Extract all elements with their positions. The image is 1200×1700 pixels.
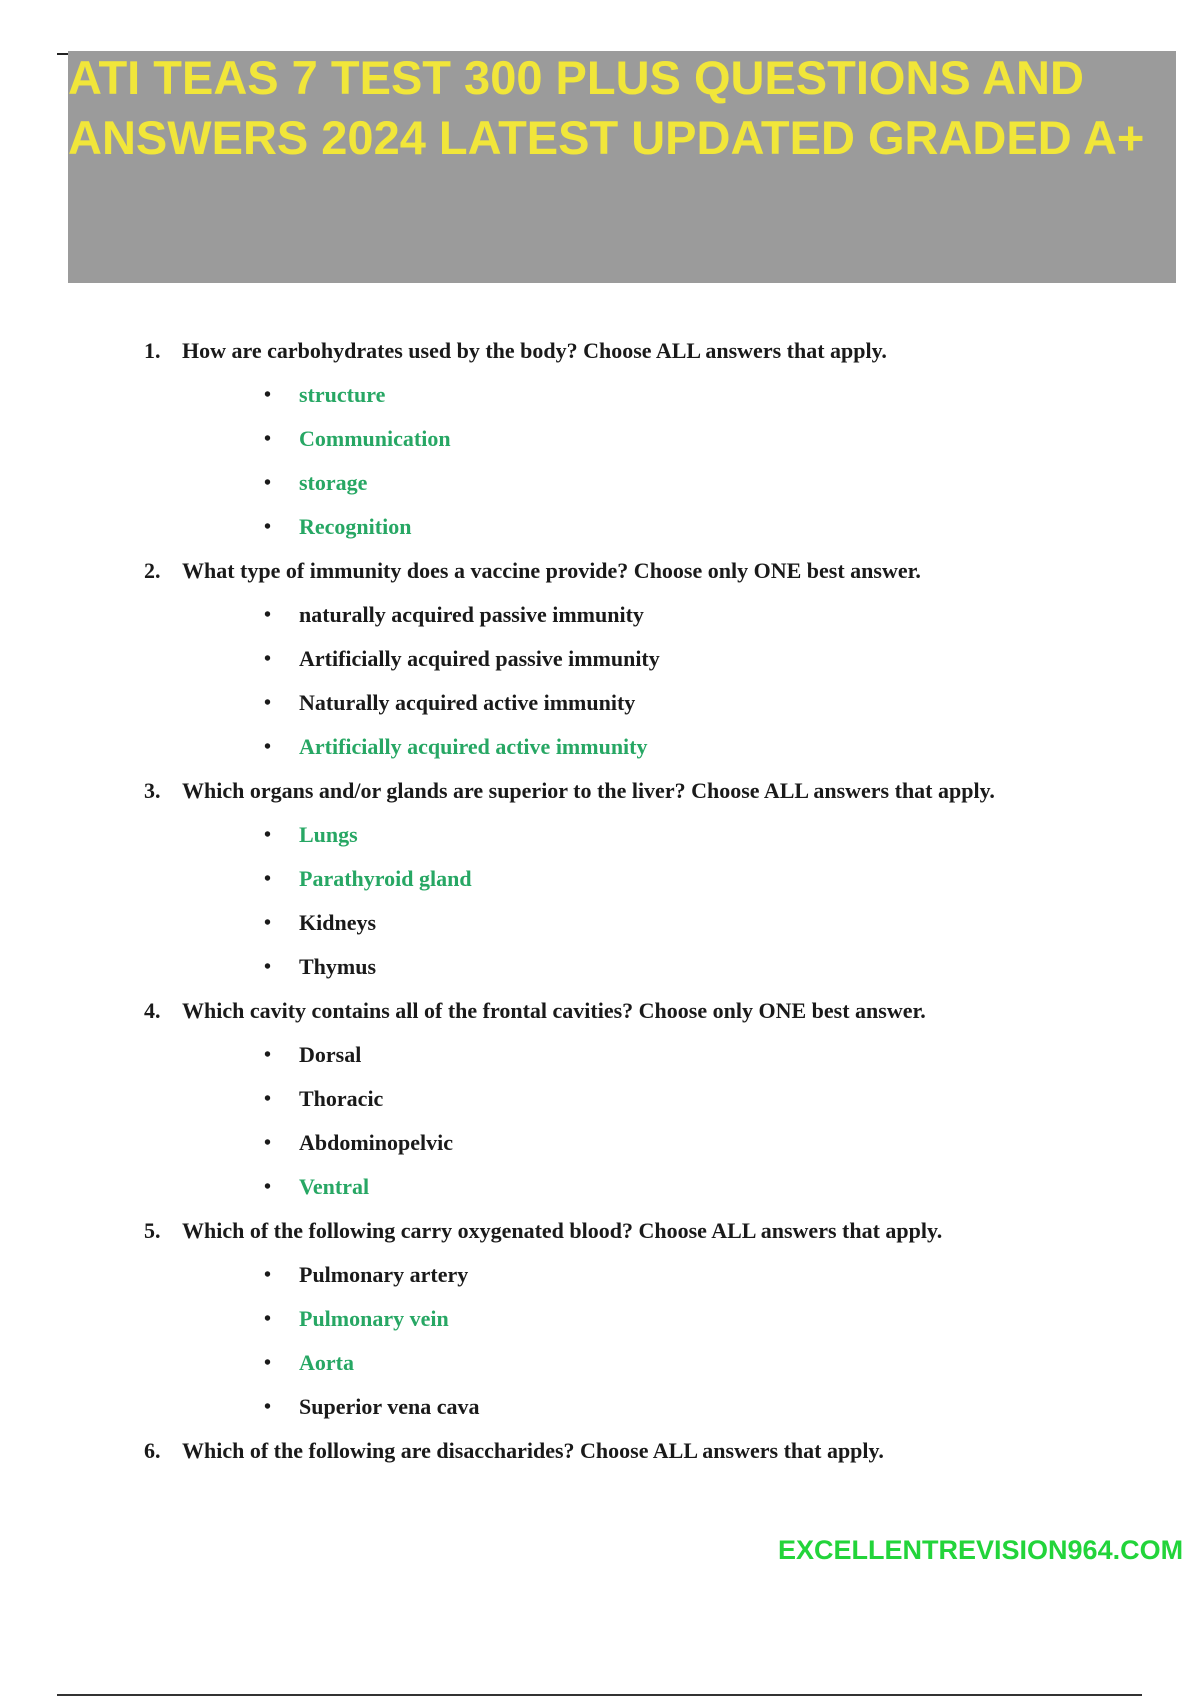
question-item (0, 773, 1200, 993)
question-text: What type of immunity does a vaccine provide? Choose only ONE best answer. (182, 558, 921, 583)
question-item (0, 993, 1200, 1213)
question-item (0, 333, 1200, 553)
answer-text: Communication (299, 426, 451, 451)
question-line (0, 1213, 1200, 1257)
answer-option (0, 1389, 1200, 1433)
question-line (0, 1433, 1200, 1477)
bullet-icon: • (264, 956, 272, 978)
answer-option-correct (0, 817, 1200, 861)
answer-text: storage (299, 470, 368, 495)
answer-options (0, 377, 1200, 553)
answer-options (0, 817, 1200, 993)
answer-options (0, 1257, 1200, 1433)
answer-option-correct (0, 421, 1200, 465)
question-line (0, 773, 1200, 817)
answer-option (0, 1257, 1200, 1301)
bullet-icon: • (264, 1176, 272, 1198)
answer-text: Abdominopelvic (299, 1130, 454, 1155)
answer-option-correct (0, 729, 1200, 773)
document-title-line-2: ANSWERS 2024 LATEST UPDATED GRADED A+ (68, 111, 1145, 164)
question-number: 1. (144, 338, 161, 363)
bullet-icon: • (264, 1088, 272, 1110)
answer-text: Parathyroid gland (299, 866, 472, 891)
question-text: Which organs and/or glands are superior to the liver? Choose ALL answers that apply. (182, 778, 995, 803)
question-line (0, 553, 1200, 597)
answer-text: Ventral (299, 1174, 370, 1199)
answer-text: Aorta (299, 1350, 354, 1375)
answer-text: Pulmonary vein (299, 1306, 449, 1331)
question-number: 6. (144, 1438, 161, 1463)
answer-option (0, 597, 1200, 641)
question-line (0, 333, 1200, 377)
bullet-icon: • (264, 384, 272, 406)
answer-option (0, 1081, 1200, 1125)
bullet-icon: • (264, 428, 272, 450)
question-number: 4. (144, 998, 161, 1023)
answer-option (0, 641, 1200, 685)
answer-option (0, 949, 1200, 993)
bullet-icon: • (264, 1264, 272, 1286)
answer-text: Recognition (299, 514, 412, 539)
answer-text: Lungs (299, 822, 358, 847)
footer-divider (57, 1694, 1142, 1696)
answer-option (0, 1125, 1200, 1169)
answer-text: structure (299, 382, 386, 407)
question-text: How are carbohydrates used by the body? Choose ALL answers that apply. (182, 338, 887, 363)
answer-text: Superior vena cava (299, 1394, 480, 1419)
question-item (0, 1433, 1200, 1477)
answer-options (0, 1037, 1200, 1213)
bullet-icon: • (264, 648, 272, 670)
answer-text: Naturally acquired active immunity (299, 690, 636, 715)
question-text: Which of the following carry oxygenated blood? Choose ALL answers that apply. (182, 1218, 943, 1243)
answer-option-correct (0, 509, 1200, 553)
answer-text: Artificially acquired active immunity (299, 734, 648, 759)
document-title-line-1: ATI TEAS 7 TEST 300 PLUS QUESTIONS AND (68, 51, 1084, 104)
bullet-icon: • (264, 824, 272, 846)
watermark-site: EXCELLENTREVISION964.COM (778, 1535, 1184, 1565)
bullet-icon: • (264, 516, 272, 538)
answer-option-correct (0, 1345, 1200, 1389)
answer-option-correct (0, 465, 1200, 509)
answer-text: Thymus (299, 954, 377, 979)
answer-option (0, 685, 1200, 729)
document-title (68, 48, 1200, 168)
bullet-icon: • (264, 604, 272, 626)
question-item (0, 553, 1200, 773)
answer-option-correct (0, 861, 1200, 905)
bullet-icon: • (264, 868, 272, 890)
question-list (0, 333, 1200, 1477)
bullet-icon: • (264, 1352, 272, 1374)
question-number: 3. (144, 778, 161, 803)
answer-option-correct (0, 377, 1200, 421)
answer-text: Thoracic (299, 1086, 384, 1111)
answer-text: Artificially acquired passive immunity (299, 646, 660, 671)
answer-option-correct (0, 1169, 1200, 1213)
bullet-icon: • (264, 472, 272, 494)
bullet-icon: • (264, 692, 272, 714)
question-line (0, 993, 1200, 1037)
answer-text: naturally acquired passive immunity (299, 602, 644, 627)
answer-option (0, 905, 1200, 949)
bullet-icon: • (264, 736, 272, 758)
bullet-icon: • (264, 1396, 272, 1418)
answer-text: Pulmonary artery (299, 1262, 469, 1287)
bullet-icon: • (264, 1308, 272, 1330)
bullet-icon: • (264, 1132, 272, 1154)
question-text: Which cavity contains all of the frontal cavities? Choose only ONE best answer. (182, 998, 926, 1023)
question-number: 5. (144, 1218, 161, 1243)
question-text: Which of the following are disaccharides? Choose ALL answers that apply. (182, 1438, 884, 1463)
question-item (0, 1213, 1200, 1433)
answer-text: Dorsal (299, 1042, 362, 1067)
answer-option-correct (0, 1301, 1200, 1345)
answer-text: Kidneys (299, 910, 377, 935)
question-number: 2. (144, 558, 161, 583)
bullet-icon: • (264, 1044, 272, 1066)
answer-options (0, 597, 1200, 773)
bullet-icon: • (264, 912, 272, 934)
answer-option (0, 1037, 1200, 1081)
